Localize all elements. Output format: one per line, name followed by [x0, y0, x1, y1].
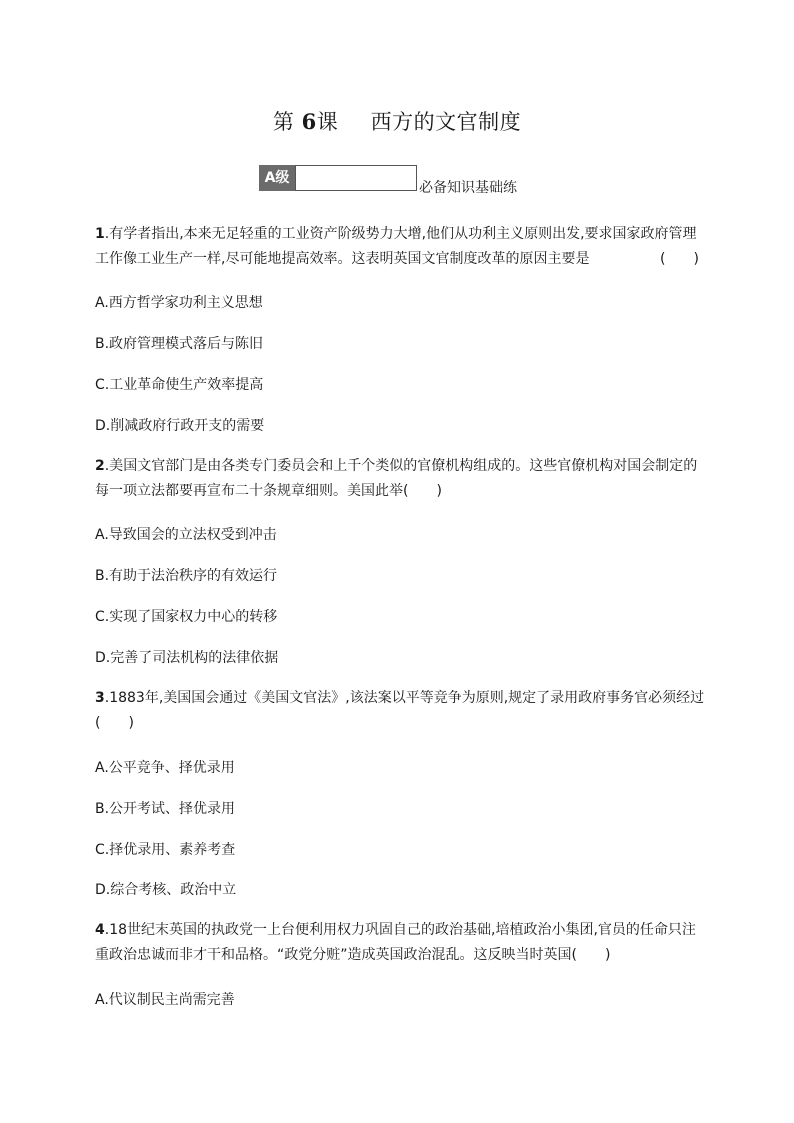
question-4 — [95, 918, 705, 968]
option-b: B.政府管理模式落后与陈旧 — [95, 336, 264, 352]
question-2 — [95, 454, 705, 504]
option-c: C.择优录用、素养考查 — [95, 842, 236, 858]
option-a: A.公平竞争、择优录用 — [95, 760, 235, 776]
question-line: 1.有学者指出,本来无足轻重的工业资产阶级势力大增,他们从功利主义原则出发,要求国家政府管理 — [95, 226, 697, 242]
answer-paren: ( ) — [571, 947, 611, 963]
lesson-suffix: 课 — [316, 110, 339, 134]
answer-paren: ( ) — [95, 715, 134, 731]
question-line: 工作像工业生产一样,尽可能地提高效率。这表明英国文官制度改革的原因主要是 — [95, 251, 590, 267]
level-badge: A级 — [259, 165, 295, 191]
question-number: 4 — [95, 922, 105, 938]
question-number: 3 — [95, 690, 105, 706]
question-line: 4.18世纪末英国的执政党一上台便利用权力巩固自己的政治基础,培植政治小集团,官员的任命只注 — [95, 922, 696, 938]
option-d: D.完善了司法机构的法律依据 — [95, 650, 279, 666]
question-line: 重政治忠诚而非才干和品格。“政党分赃”造成英国政治混乱。这反映当时英国( ) — [95, 947, 611, 963]
option-a: A.代议制民主尚需完善 — [95, 992, 235, 1008]
page-title — [0, 106, 794, 136]
option-c: C.实现了国家权力中心的转移 — [95, 609, 278, 625]
question-number: 1 — [95, 226, 105, 242]
option-b: B.公开考试、择优录用 — [95, 801, 236, 817]
option-d: D.综合考核、政治中立 — [95, 882, 237, 898]
question-1 — [95, 222, 705, 272]
level-name-box — [295, 165, 417, 191]
question-line: 每一项立法都要再宣布二十条规章细则。美国此举( ) — [95, 483, 442, 499]
question-3 — [95, 686, 705, 736]
question-number: 2 — [95, 458, 105, 474]
lesson-prefix: 第 — [272, 110, 295, 134]
answer-paren: ( ) — [660, 251, 699, 267]
option-c: C.工业革命使生产效率提高 — [95, 377, 264, 393]
answer-paren: ( ) — [403, 483, 442, 499]
question-line: 3.1883年,美国国会通过《美国文官法》,该法案以平等竞争为原则,规定了录用政府事务官必须经过 — [95, 690, 705, 706]
option-a: A.导致国会的立法权受到冲击 — [95, 527, 277, 543]
option-d: D.削减政府行政开支的需要 — [95, 418, 265, 434]
section-label: 必备知识基础练 — [419, 180, 517, 196]
option-a: A.西方哲学家功利主义思想 — [95, 295, 263, 311]
question-line: 2.美国文官部门是由各类专门委员会和上千个类似的官僚机构组成的。这些官僚机构对国会制定的 — [95, 458, 698, 474]
lesson-number: 6 — [301, 109, 317, 134]
option-b: B.有助于法治秩序的有效运行 — [95, 568, 278, 584]
lesson-name: 西方的文官制度 — [370, 110, 522, 134]
